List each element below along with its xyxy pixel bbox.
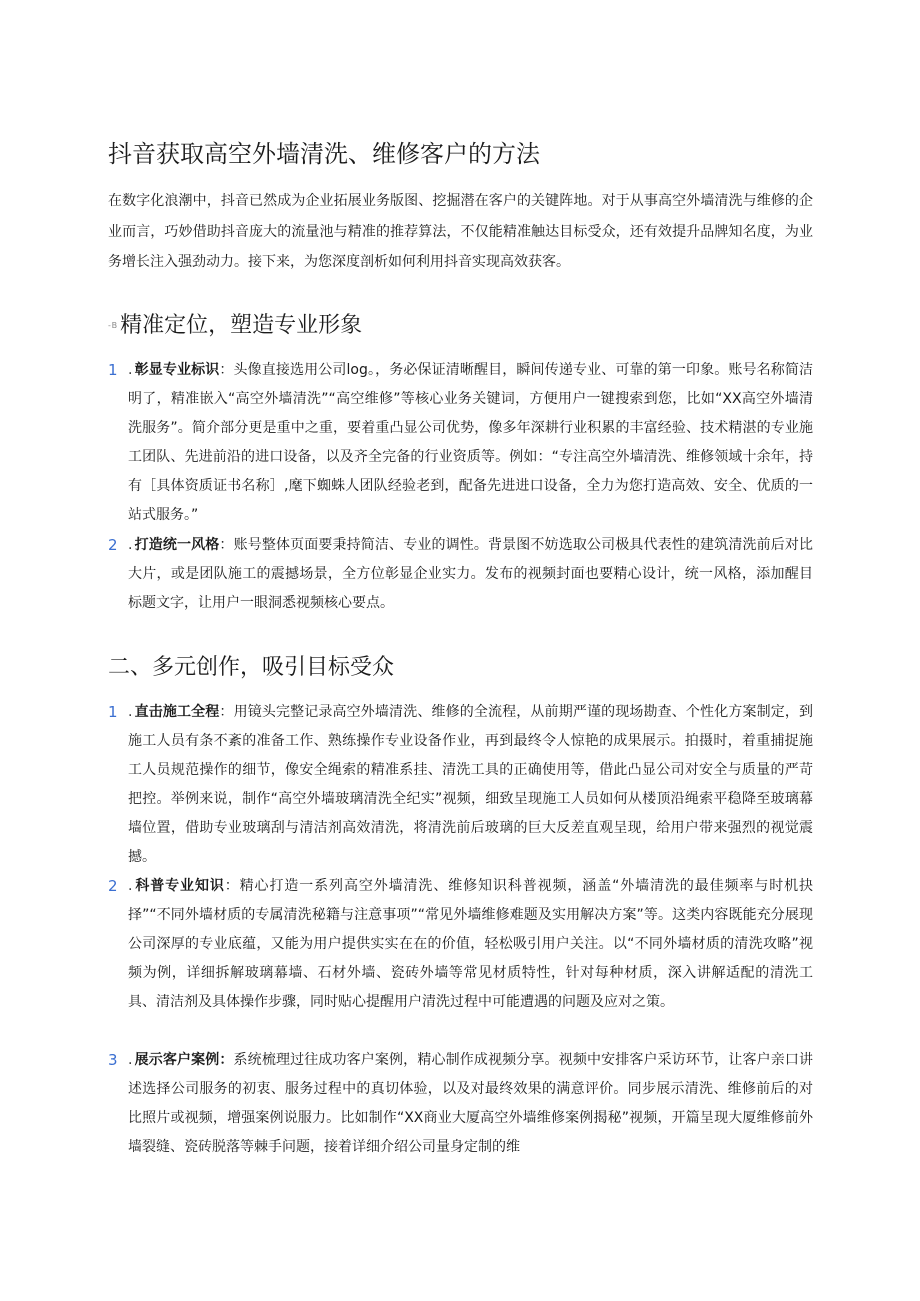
intro-paragraph: 在数字化浪潮中，抖音已然成为企业拓展业务版图、挖掘潜在客户的关键阵地。对于从事高空外墙清洗与维修的企业而言，巧妙借助抖音庞大的流量池与精准的推荐算法，不仅能精准触达目标受众，还有效提升品牌知名度，为业务增长注入强劲动力。接下来，为您深度剖析如何利用抖音实现高效获客。 — [108, 193, 813, 270]
list-item-lead: 展示客户案例： — [134, 1052, 234, 1068]
list-item-separator: ： — [219, 704, 234, 720]
list-item-text: 头像直接选用公司log。，务必保证清晰醒目，瞬间传递专业、可靠的第一印象。账号名称简洁明了，精准嵌入“高空外墙清洗”“高空维修”等核心业务关键词，方便用户一键搜索到您，比如“XX高空外墙清洗服务”。简介部分更是重中之重，要着重凸显公司优势，像多年深耕行业积累的丰富经验、技术精湛的专业施工团队、先进前沿的进口设备，以及齐全完备的行业资质等。例如：“专注高空外墙清洗、维修领域十余年，持有［具体资质证书名称］,麾下蜘蛛人团队经验老到，配备先进进口设备，全力为您打造高效、安全、优质的一站式服务。” — [128, 362, 814, 523]
list-item-number: 2 — [108, 877, 118, 895]
list-item-body: . 彰显专业标识：头像直接选用公司log。，务必保证清晰醒目，瞬间传递专业、可靠的第一印象。账号名称简洁明了，精准嵌入“高空外墙清洗”“高空维修”等核心业务关键词，方便用户一键搜索到您，比如“XX高空外墙清洗服务”。简介部分更是重中之重，要着重凸显公司优势，像多年深耕行业积累的丰富经验、技术精湛的专业施工团队、先进前沿的进口设备，以及齐全完备的行业资质等。例如：“专注高空外墙清洗、维修领域十余年，持有［具体资质证书名称］,麾下蜘蛛人团队经验老到，配备先进进口设备，全力为您打造高效、安全、优质的一站式服务。” — [128, 362, 814, 523]
section-1-heading — [108, 306, 362, 346]
section-1-heading-text: 精准定位，塑造专业形象 — [120, 313, 363, 338]
list-item-text: 用镜头完整记录高空外墙清洗、维修的全流程，从前期严谨的现场勘查、个性化方案制定，到施工人员有条不紊的准备工作、熟练操作专业设备作业，再到最终令人惊艳的成果展示。拍摄时，着重捕捉施工人员规范操作的细节，像安全绳索的精准系挂、清洗工具的正确使用等，借此凸显公司对安全与质量的严苛把控。举例来说，制作“高空外墙玻璃清洗全纪实”视频，细致呈现施工人员如何从楼顶沿绳索平稳降至玻璃幕墙位置，借助专业玻璃刮与清洁剂高效清洗，将清洗前后玻璃的巨大反差直观呈现，给用户带来强烈的视觉震撼。 — [128, 704, 814, 865]
list-item-body: . 直击施工全程：用镜头完整记录高空外墙清洗、维修的全流程，从前期严谨的现场勘查、个性化方案制定，到施工人员有条不紊的准备工作、熟练操作专业设备作业，再到最终令人惊艳的成果展示。拍摄时，着重捕捉施工人员规范操作的细节，像安全绳索的精准系挂、清洗工具的正确使用等，借此凸显公司对安全与质量的严苛把控。举例来说，制作“高空外墙玻璃清洗全纪实”视频，细致呈现施工人员如何从楼顶沿绳索平稳降至玻璃幕墙位置，借助专业玻璃刮与清洁剂高效清洗，将清洗前后玻璃的巨大反差直观呈现，给用户带来强烈的视觉震撼。 — [128, 704, 814, 865]
list-item-text: 系统梳理过往成功客户案例，精心制作成视频分享。视频中安排客户采访环节，让客户亲口讲述选择公司服务的初衷、服务过程中的真切体验，以及对最终效果的满意评价。同步展示清洗、维修前后的对比照片或视频，增强案例说服力。比如制作“XX商业大厦高空外墙维修案例揭秘”视频，开篇呈现大厦维修前外墙裂缝、瓷砖脱落等棘手问题，接着详细介绍公司量身定制的维 — [128, 1052, 814, 1155]
list-item-lead: 直击施工全程 — [134, 704, 220, 720]
list-item — [108, 1046, 813, 1162]
list-item — [108, 698, 813, 872]
list-item-text: 账号整体页面要秉持简洁、专业的调性。背景图不妨选取公司极具代表性的建筑清洗前后对比大片，或是团队施工的震撼场景，全方位彰显企业实力。发布的视频封面也要精心设计，统一风格，添加醒目标题文字，让用户一眼洞悉视频核心要点。 — [128, 537, 814, 611]
list-item-body: . 打造统一风格：账号整体页面要秉持简洁、专业的调性。背景图不妨选取公司极具代表性的建筑清洗前后对比大片，或是团队施工的震撼场景，全方位彰显企业实力。发布的视频封面也要精心设计，统一风格，添加醒目标题文字，让用户一眼洞悉视频核心要点。 — [128, 537, 814, 611]
list-item-separator: ： — [224, 878, 240, 894]
list-item-body: . 科普专业知识：精心打造一系列高空外墙清洗、维修知识科普视频，涵盖“外墙清洗的最佳频率与时机抉择”“不同外墙材质的专属清洗秘籍与注意事项”“常见外墙维修难题及实用解决方案”等。这类内容既能充分展现公司深厚的专业底蕴，又能为用户提供实实在在的价值，轻松吸引用户关注。以“不同外墙材质的清洗攻略”视频为例，详细拆解玻璃幕墙、石材外墙、瓷砖外墙等常见材质特性，针对每种材质，深入讲解适配的清洗工具、清洁剂及具体操作步骤，同时贴心提醒用户清洗过程中可能遭遇的问题及应对之策。 — [128, 878, 814, 1010]
list-item-separator: ： — [219, 537, 234, 553]
section-2-heading — [108, 648, 394, 688]
list-item-number: 3 — [108, 1051, 118, 1069]
list-item-body: . 展示客户案例：系统梳理过往成功客户案例，精心制作成视频分享。视频中安排客户采访环节，让客户亲口讲述选择公司服务的初衷、服务过程中的真切体验，以及对最终效果的满意评价。同步展示清洗、维修前后的对比照片或视频，增强案例说服力。比如制作“XX商业大厦高空外墙维修案例揭秘”视频，开篇呈现大厦维修前外墙裂缝、瓷砖脱落等棘手问题，接着详细介绍公司量身定制的维 — [128, 1052, 814, 1155]
list-item-number: 2 — [108, 536, 118, 554]
list-item-number: 1 — [108, 703, 118, 721]
list-item-lead: 打造统一风格 — [134, 537, 220, 553]
list-item-lead: 彰显专业标识 — [134, 362, 220, 378]
list-item — [108, 356, 813, 530]
list-item-text: 精心打造一系列高空外墙清洗、维修知识科普视频，涵盖“外墙清洗的最佳频率与时机抉择”“不同外墙材质的专属清洗秘籍与注意事项”“常见外墙维修难题及实用解决方案”等。这类内容既能充分展现公司深厚的专业底蕴，又能为用户提供实实在在的价值，轻松吸引用户关注。以“不同外墙材质的清洗攻略”视频为例，详细拆解玻璃幕墙、石材外墙、瓷砖外墙等常见材质特性，针对每种材质，深入讲解适配的清洗工具、清洁剂及具体操作步骤，同时贴心提醒用户清洗过程中可能遭遇的问题及应对之策。 — [128, 878, 814, 1010]
section-2-heading-text: 二、多元创作，吸引目标受众 — [108, 655, 395, 680]
list-item-number: 1 — [108, 361, 118, 379]
document-title: 抖音获取高空外墙清洗、维修客户的方法 — [108, 140, 540, 168]
list-item — [108, 872, 813, 1017]
list-item-separator: ： — [219, 362, 234, 378]
list-item-lead: 科普专业知识 — [134, 878, 225, 894]
list-item — [108, 531, 813, 618]
section-1-marker: -B — [108, 321, 119, 330]
